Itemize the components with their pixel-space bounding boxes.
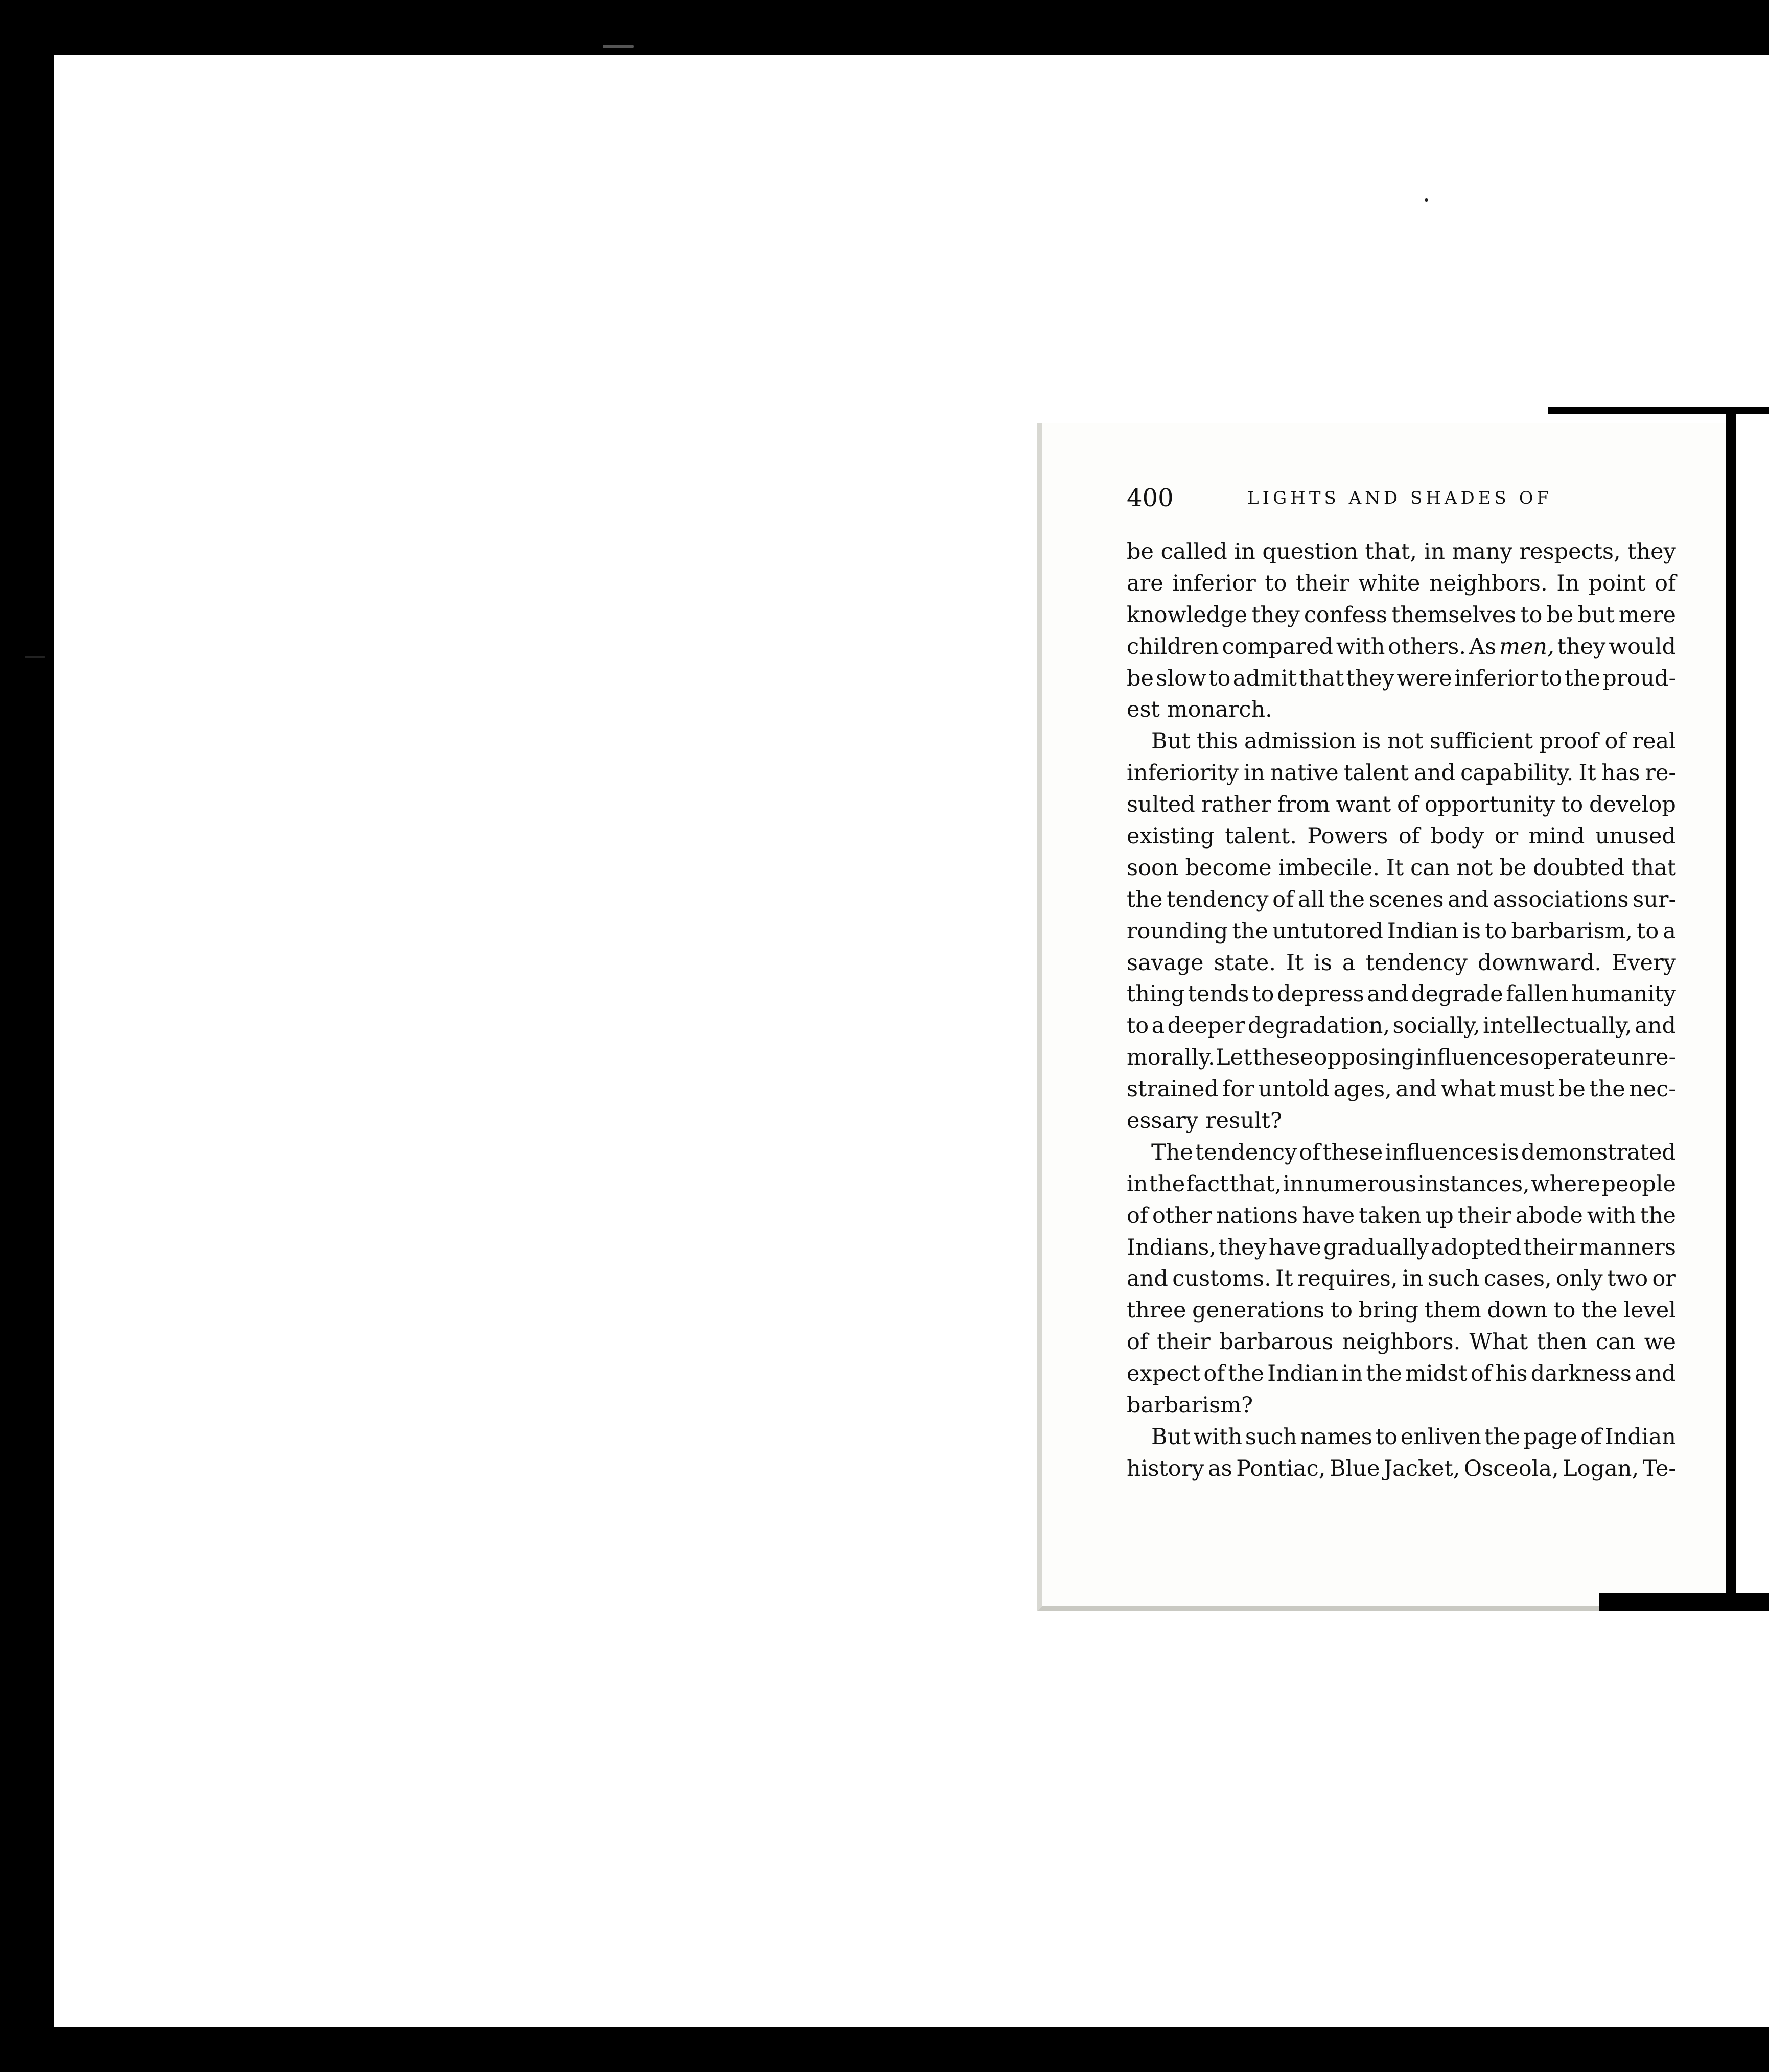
word: the [1228, 1361, 1264, 1387]
word: the [1127, 886, 1163, 912]
word: respects, [1519, 539, 1621, 564]
text-line [1127, 600, 1676, 631]
word: compared [1222, 633, 1333, 660]
word: Indians, [1127, 1234, 1217, 1260]
word: is [1314, 950, 1332, 976]
word: inferior [1454, 665, 1538, 691]
adjacent-page-edge [1548, 407, 1769, 414]
word: were [1396, 665, 1452, 691]
word: slow [1156, 665, 1206, 691]
word: barbarism, [1511, 918, 1633, 944]
word: ages, [1333, 1076, 1392, 1102]
word: instances, [1417, 1171, 1530, 1197]
word: down [1487, 1298, 1548, 1324]
word: rounding [1127, 918, 1228, 944]
word: cases, [1483, 1266, 1552, 1292]
text-line [1127, 884, 1676, 916]
text-line [1127, 1327, 1676, 1358]
text-line [1127, 631, 1676, 663]
word: to [1485, 918, 1507, 944]
word: of [1272, 886, 1294, 912]
word: operate [1530, 1045, 1616, 1071]
word: confess [1304, 602, 1387, 628]
word: and [1635, 1013, 1676, 1039]
word: generations [1192, 1298, 1325, 1324]
word: of [1655, 570, 1676, 596]
word: his [1495, 1361, 1528, 1387]
word: people [1601, 1171, 1676, 1197]
word: to [1540, 665, 1563, 691]
word: and [1414, 760, 1455, 786]
word: socially, [1392, 1013, 1480, 1039]
word: monarch. [1167, 697, 1272, 723]
word: It [1386, 855, 1404, 881]
word: to [1208, 665, 1231, 691]
text-line [1127, 568, 1676, 600]
word: develop [1589, 792, 1676, 818]
word: to [1330, 1298, 1353, 1324]
word: degradation, [1247, 1013, 1390, 1039]
word: abode [1515, 1203, 1583, 1229]
word: can [1410, 855, 1450, 881]
word: opportunity [1424, 792, 1555, 818]
word: What [1469, 1329, 1528, 1355]
word: Indian [1604, 1424, 1676, 1450]
word: a [1151, 1013, 1165, 1039]
word: then [1537, 1329, 1587, 1355]
word: men, [1499, 633, 1554, 660]
text-line [1127, 789, 1676, 821]
word: and [1395, 1076, 1437, 1102]
word: native [1270, 760, 1339, 786]
text-line [1127, 536, 1676, 568]
text-line [1127, 1200, 1676, 1232]
word: the [1149, 1171, 1185, 1197]
word: talent. [1225, 823, 1297, 850]
word: have [1268, 1234, 1321, 1260]
word: not [1456, 855, 1493, 881]
word: untold [1258, 1076, 1330, 1102]
word: with [1193, 1424, 1242, 1450]
word: midst [1405, 1361, 1468, 1387]
word: not [1387, 728, 1424, 755]
word: tendency [1167, 886, 1269, 912]
word: opposing [1314, 1045, 1415, 1071]
text-line [1127, 1105, 1676, 1137]
word: they [1627, 539, 1676, 564]
word: Jacket, [1383, 1455, 1460, 1481]
word: of [1580, 1424, 1602, 1450]
word: Indian [1387, 918, 1459, 944]
word: names [1300, 1424, 1372, 1450]
word: be [1127, 665, 1154, 691]
word: depress [1277, 981, 1364, 1007]
word: unre- [1617, 1045, 1676, 1071]
word: the [1564, 665, 1600, 691]
word: or [1494, 823, 1519, 850]
word: humanity [1571, 981, 1676, 1007]
word: in [1402, 1266, 1424, 1292]
word: Indian [1267, 1361, 1339, 1387]
word: the [1232, 918, 1268, 944]
adjacent-page-edge [1726, 414, 1736, 1604]
word: themselves [1391, 602, 1517, 628]
word: deeper [1167, 1013, 1245, 1039]
word: must [1499, 1076, 1555, 1102]
word: morally. [1127, 1045, 1215, 1071]
word: of [1127, 1329, 1148, 1355]
word: such [1245, 1424, 1297, 1450]
text-line [1127, 916, 1676, 948]
word: It [1286, 950, 1304, 976]
word: they [1346, 665, 1395, 691]
word: these [1322, 1139, 1383, 1165]
word: their [1296, 570, 1349, 596]
word: real [1632, 728, 1676, 755]
word: is [1500, 1139, 1519, 1165]
word: rather [1201, 792, 1271, 818]
word: savage [1127, 950, 1204, 976]
word: mind [1528, 823, 1585, 850]
word: where [1531, 1171, 1601, 1197]
word: of [1397, 792, 1418, 818]
word: tends [1188, 981, 1249, 1007]
word: we [1644, 1329, 1676, 1355]
word: Every [1611, 950, 1676, 976]
word: question [1262, 539, 1358, 564]
word: of [1299, 1139, 1321, 1165]
word: to [1252, 981, 1274, 1007]
word: manners [1579, 1234, 1676, 1260]
text-line [1127, 726, 1676, 758]
word: to [1520, 602, 1543, 628]
word: darkness [1530, 1361, 1632, 1387]
word: Let [1216, 1045, 1252, 1071]
word: fact [1186, 1171, 1229, 1197]
text-line [1127, 1074, 1676, 1105]
word: tendency [1365, 950, 1468, 976]
word: have [1302, 1203, 1355, 1229]
word: to [1127, 1013, 1149, 1039]
word: be [1546, 602, 1574, 628]
word: of [1398, 823, 1420, 850]
word: the [1366, 1361, 1402, 1387]
word: But [1151, 1424, 1191, 1450]
word: the [1589, 1076, 1625, 1102]
word: the [1329, 886, 1365, 912]
word: scenes [1368, 886, 1444, 912]
text-line [1127, 1390, 1676, 1422]
word: they [1557, 633, 1606, 660]
word: all [1297, 886, 1325, 912]
word: tendency [1195, 1139, 1297, 1165]
word: strained [1127, 1076, 1219, 1102]
word: numerous [1305, 1171, 1417, 1197]
word: expect [1127, 1361, 1201, 1387]
word: re- [1645, 760, 1676, 786]
text-line [1127, 1358, 1676, 1390]
word: from [1277, 792, 1330, 818]
word: that, [1229, 1171, 1282, 1197]
word: inferiority [1127, 760, 1239, 786]
word: be [1558, 1076, 1586, 1102]
word: in [1244, 760, 1265, 786]
word: mere [1618, 602, 1676, 628]
word: is [1462, 918, 1481, 944]
word: the [1484, 1424, 1521, 1450]
word: admission [1244, 728, 1357, 755]
word: called [1160, 539, 1227, 564]
scan-speck [603, 45, 634, 48]
body-text [1127, 536, 1676, 1485]
word: these [1252, 1045, 1313, 1071]
word: degrade [1411, 981, 1503, 1007]
word: state. [1214, 950, 1276, 976]
word: Logan, [1563, 1455, 1639, 1481]
word: talent [1343, 760, 1409, 786]
word: sulted [1127, 792, 1195, 818]
word: neighbors. [1429, 570, 1548, 596]
word: this [1196, 728, 1238, 755]
word: fallen [1506, 981, 1569, 1007]
word: that, [1365, 539, 1417, 564]
word: sufficient [1429, 728, 1533, 755]
word: to [1637, 918, 1659, 944]
word: be [1127, 539, 1154, 564]
word: and [1127, 1266, 1168, 1292]
word: that [1299, 665, 1344, 691]
word: Te- [1642, 1455, 1676, 1481]
word: of [1470, 1361, 1492, 1387]
word: many [1452, 539, 1512, 564]
word: requires, [1297, 1266, 1398, 1292]
word: to [1561, 792, 1584, 818]
word: influences [1415, 1045, 1530, 1071]
word: As [1469, 633, 1497, 660]
word: customs. [1172, 1266, 1271, 1292]
text-line [1127, 1453, 1676, 1485]
adjacent-page-edge [1599, 1593, 1769, 1611]
word: doubted [1533, 855, 1625, 881]
word: Osceola, [1463, 1455, 1559, 1481]
word: their [1523, 1234, 1577, 1260]
word: a [1342, 950, 1356, 976]
word: of [1203, 1361, 1225, 1387]
word: taken [1359, 1203, 1422, 1229]
word: soon [1127, 855, 1179, 881]
word: are [1127, 570, 1163, 596]
word: what [1440, 1076, 1496, 1102]
word: be [1499, 855, 1527, 881]
word: as [1208, 1455, 1232, 1481]
word: in [1424, 539, 1445, 564]
word: nations [1216, 1203, 1298, 1229]
running-head [1127, 480, 1684, 516]
word: barbarism? [1127, 1393, 1253, 1419]
word: to [1375, 1424, 1398, 1450]
word: that [1631, 855, 1676, 881]
word: page [1523, 1424, 1578, 1450]
word: and [1367, 981, 1409, 1007]
word: can [1596, 1329, 1636, 1355]
word: untutored [1272, 918, 1383, 944]
word: proud- [1602, 665, 1676, 691]
word: in [1341, 1361, 1363, 1387]
word: But [1151, 728, 1191, 755]
word: associations [1493, 886, 1629, 912]
word: only [1556, 1266, 1603, 1292]
word: such [1427, 1266, 1480, 1292]
word: It [1275, 1266, 1293, 1292]
text-line [1127, 1010, 1676, 1042]
word: level [1623, 1298, 1676, 1324]
text-line [1127, 694, 1676, 726]
word: and [1635, 1361, 1676, 1387]
word: demonstrated [1521, 1139, 1676, 1165]
word: neighbors. [1342, 1329, 1461, 1355]
text-line [1127, 821, 1676, 853]
word: white [1358, 570, 1421, 596]
word: intellectually, [1483, 1013, 1632, 1039]
text-line [1127, 758, 1676, 789]
word: history [1127, 1455, 1204, 1481]
text-line [1127, 1169, 1676, 1200]
word: capability. [1460, 760, 1574, 786]
word: influences [1385, 1139, 1499, 1165]
text-line [1127, 1232, 1676, 1264]
word: their [1457, 1203, 1511, 1229]
text-line [1127, 948, 1676, 979]
word: they [1251, 602, 1300, 628]
word: Blue [1329, 1455, 1380, 1481]
word: in [1127, 1171, 1148, 1197]
scan-speck [25, 656, 45, 658]
word: become [1185, 855, 1272, 881]
word: others. [1388, 633, 1467, 660]
word: existing [1127, 823, 1215, 850]
word: in [1234, 539, 1255, 564]
word: the [1640, 1203, 1676, 1229]
word: inferior [1172, 570, 1256, 596]
word: has [1601, 760, 1640, 786]
text-line [1127, 853, 1676, 884]
word: Powers [1307, 823, 1388, 850]
word: would [1609, 633, 1676, 660]
word: to [1265, 570, 1287, 596]
word: In [1556, 570, 1579, 596]
text-line [1127, 1295, 1676, 1327]
word: of [1604, 728, 1626, 755]
word: bring [1358, 1298, 1418, 1324]
word: It [1578, 760, 1596, 786]
word: them [1424, 1298, 1481, 1324]
word: but [1577, 602, 1615, 628]
word: of [1127, 1203, 1148, 1229]
word: est [1127, 697, 1160, 723]
word: admit [1232, 665, 1297, 691]
word: downward. [1477, 950, 1602, 976]
word: for [1222, 1076, 1254, 1102]
text-line [1127, 1042, 1676, 1074]
word: in [1283, 1171, 1304, 1197]
word: their [1157, 1329, 1211, 1355]
word: the [1581, 1298, 1618, 1324]
running-title: LIGHTS AND SHADES OF [1247, 488, 1553, 508]
word: imbecile. [1278, 855, 1380, 881]
word: two [1607, 1266, 1648, 1292]
word: adopted [1431, 1234, 1522, 1260]
word: essary [1127, 1108, 1199, 1134]
word: with [1336, 633, 1385, 660]
word: nec- [1629, 1076, 1676, 1102]
word: they [1218, 1234, 1267, 1260]
word: up [1425, 1203, 1454, 1229]
word: children [1127, 633, 1219, 660]
text-line [1127, 1137, 1676, 1169]
word: sur- [1633, 886, 1676, 912]
word: gradually [1323, 1234, 1429, 1260]
word: result? [1205, 1108, 1282, 1134]
word: The [1151, 1139, 1193, 1165]
word: knowledge [1127, 602, 1248, 628]
word: thing [1127, 981, 1185, 1007]
word: unused [1595, 823, 1676, 850]
word: enliven [1400, 1424, 1481, 1450]
word: proof [1539, 728, 1599, 755]
text-line [1127, 1263, 1676, 1295]
word: is [1362, 728, 1381, 755]
word: or [1652, 1266, 1676, 1292]
word: want [1336, 792, 1391, 818]
word: a [1663, 918, 1676, 944]
word: and [1448, 886, 1489, 912]
word: other [1152, 1203, 1212, 1229]
word: with [1587, 1203, 1636, 1229]
word: point [1588, 570, 1646, 596]
word: body [1430, 823, 1484, 850]
word: to [1553, 1298, 1576, 1324]
word: barbarous [1219, 1329, 1334, 1355]
text-line [1127, 663, 1676, 695]
text-line [1127, 1422, 1676, 1453]
word: Pontiac, [1236, 1455, 1326, 1481]
word: three [1127, 1298, 1186, 1324]
page-number: 400 [1127, 484, 1174, 512]
text-line [1127, 979, 1676, 1010]
scan-speck [1425, 198, 1428, 202]
